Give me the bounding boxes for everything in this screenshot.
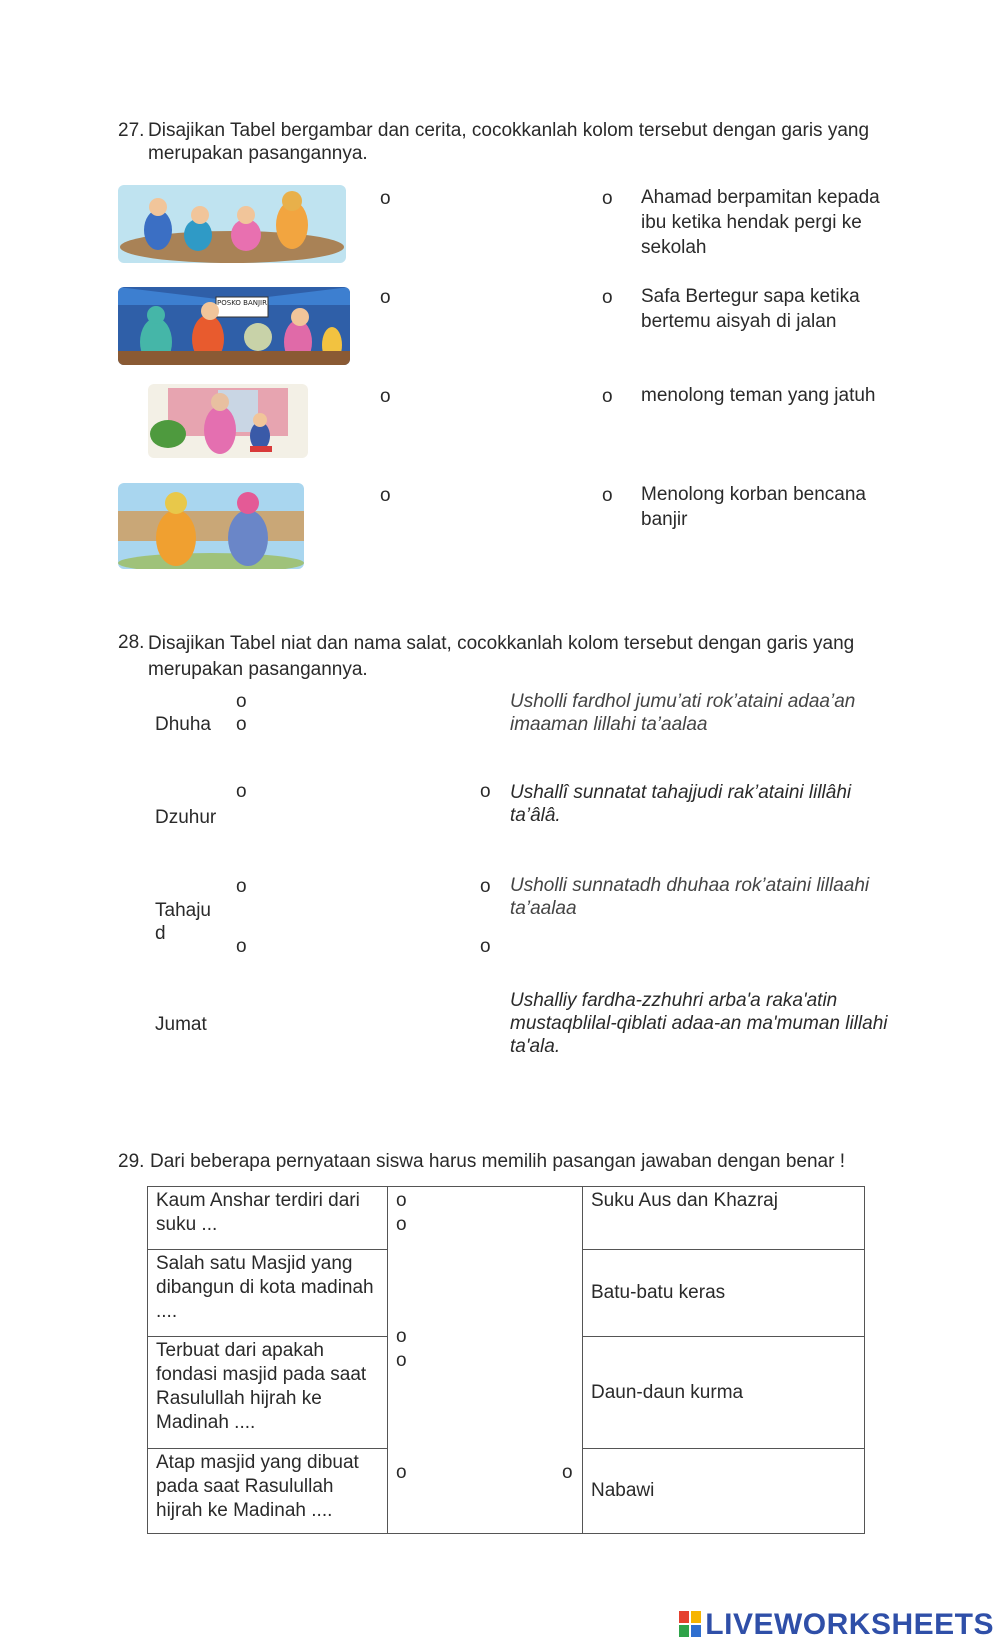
match-dot[interactable]: o xyxy=(396,1462,407,1483)
answer-cell: Suku Aus dan Khazraj xyxy=(583,1187,865,1250)
match-dot[interactable]: o xyxy=(380,188,391,209)
dots-column xyxy=(388,1187,583,1534)
question-number: 29. xyxy=(118,1151,145,1172)
match-dot[interactable]: o xyxy=(380,386,391,407)
question-29 xyxy=(118,1150,918,1176)
match-dot[interactable]: o xyxy=(396,1190,407,1211)
match-dot[interactable]: o xyxy=(480,876,491,897)
answer-cell: Nabawi xyxy=(583,1449,865,1534)
niat-text: Ushalliy fardha-zzhuhri arba'a raka'atin mustaqblilal-qiblati adaa-an ma'muman lillahi ta'ala. xyxy=(510,990,888,1057)
match-dot[interactable]: o xyxy=(236,781,247,802)
salat-name: Tahaju d xyxy=(155,900,211,944)
statement-cell: Salah satu Masjid yang dibangun di kota madinah .... xyxy=(148,1250,388,1337)
question-number: 28. xyxy=(118,632,145,653)
logo-mark-icon xyxy=(679,1611,701,1637)
image-flood-relief xyxy=(118,287,350,365)
match-dot[interactable]: o xyxy=(562,1462,573,1483)
question-text: Disajikan Tabel bergambar dan cerita, cocokkanlah kolom tersebut dengan garis yang merupakan pasangannya. xyxy=(148,120,870,164)
question-number: 27. xyxy=(118,120,145,141)
match-dot[interactable]: o xyxy=(602,485,613,506)
statement-cell: Kaum Anshar terdiri dari suku ... xyxy=(148,1187,388,1250)
sign-text: POSKO BANJIR xyxy=(217,299,267,307)
matching-table xyxy=(147,1186,865,1534)
salat-name: Jumat xyxy=(155,1014,207,1035)
answer-cell: Daun-daun kurma xyxy=(583,1337,865,1449)
match-dot[interactable]: o xyxy=(236,936,247,957)
match-dot[interactable]: o xyxy=(380,485,391,506)
logo-text: LIVEWORKSHEETS xyxy=(705,1608,994,1641)
answer-text: menolong teman yang jatuh xyxy=(641,385,876,406)
answer-text: Menolong korban bencana banjir xyxy=(641,484,867,530)
question-text: Disajikan Tabel niat dan nama salat, cocokkanlah kolom tersebut dengan garis yang merupakan pasangannya. xyxy=(148,633,855,680)
answer-text: Ahamad berpamitan kepada ibu ketika hendak pergi ke sekolah xyxy=(641,187,880,258)
match-dot[interactable]: o xyxy=(236,714,247,735)
statement-cell: Atap masjid yang dibuat pada saat Rasulullah hijrah ke Madinah .... xyxy=(148,1449,388,1534)
answer-cell: Batu-batu keras xyxy=(583,1250,865,1337)
match-dot[interactable]: o xyxy=(396,1214,407,1235)
image-children-helping xyxy=(118,185,346,263)
salat-name: Dzuhur xyxy=(155,807,217,828)
match-dot[interactable]: o xyxy=(396,1326,407,1347)
answer-text: Safa Bertegur sapa ketika bertemu aisyah di jalan xyxy=(641,286,860,332)
salat-name: Dhuha xyxy=(155,714,211,735)
question-28 xyxy=(118,631,918,681)
match-dot[interactable]: o xyxy=(602,188,613,209)
niat-text: Usholli fardhol jumu’ati rok’ataini adaa’an imaaman lillahi ta’aalaa xyxy=(510,691,856,735)
niat-text: Ushallî sunnatat tahajjudi rak’ataini lillâhi ta’âlâ. xyxy=(510,782,852,826)
match-dot[interactable]: o xyxy=(380,287,391,308)
match-dot[interactable]: o xyxy=(602,287,613,308)
question-27 xyxy=(118,119,918,167)
match-dot[interactable]: o xyxy=(236,691,247,712)
image-girls-greeting xyxy=(118,483,304,569)
question-text: Dari beberapa pernyataan siswa harus memilih pasangan jawaban dengan benar ! xyxy=(150,1151,846,1172)
liveworksheets-logo[interactable] xyxy=(679,1608,994,1642)
match-dot[interactable]: o xyxy=(480,936,491,957)
statement-cell: Terbuat dari apakah fondasi masjid pada saat Rasulullah hijrah ke Madinah .... xyxy=(148,1337,388,1449)
image-child-greeting xyxy=(148,384,308,458)
match-dot[interactable]: o xyxy=(396,1350,407,1371)
match-dot[interactable]: o xyxy=(480,781,491,802)
match-dot[interactable]: o xyxy=(236,876,247,897)
match-dot[interactable]: o xyxy=(602,386,613,407)
niat-text: Usholli sunnatadh dhuhaa rok’ataini lillaahi ta’aalaa xyxy=(510,875,870,919)
